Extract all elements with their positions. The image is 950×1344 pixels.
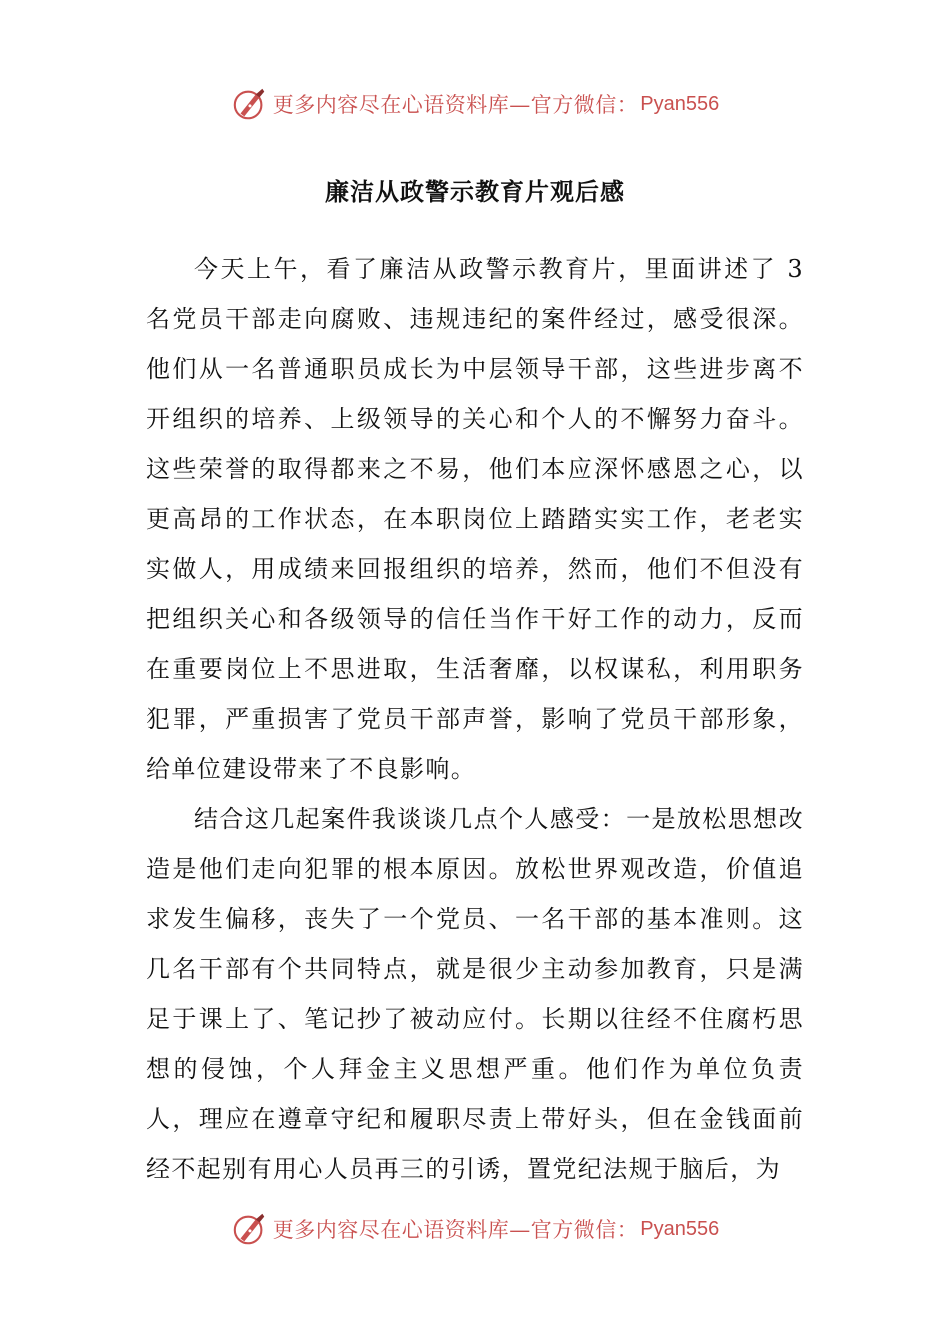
header-wechat-id: Pyan556 [640,92,720,115]
document-body [146,244,804,1194]
footer-banner [0,1207,950,1251]
paragraph-1: 今天上午，看了廉洁从政警示教育片，里面讲述了 3 名党员干部走向腐败、违规违纪的案件经过，感受很深。他们从一名普通职员成长为中层领导干部，这些进步离不开组织的培养、上级领导的关心和个人的不懈努力奋斗。这些荣誉的取得都来之不易，他们本应深怀感恩之心，以更高昂的工作状态，在本职岗位上踏踏实实工作，老老实实做人，用成绩来回报组织的培养，然而，他们不但没有把组织关心和各级领导的信任当作干好工作的动力，反而在重要岗位上不思进取，生活奢靡，以权谋私，利用职务犯罪，严重损害了党员干部声誉，影响了党员干部形象，给单位建设带来了不良影响。 [146,255,804,783]
footer-wechat-id: Pyan556 [640,1217,720,1240]
header-banner [0,82,950,126]
document-title: 廉洁从政警示教育片观后感 [325,177,625,206]
pen-nib-circle-icon [231,1210,269,1248]
footer-banner-text: 更多内容尽在心语资料库—官方微信： [272,1218,639,1242]
pen-nib-circle-icon [231,85,269,123]
header-banner-text: 更多内容尽在心语资料库—官方微信： [272,93,639,117]
paragraph-2: 结合这几起案件我谈谈几点个人感受：一是放松思想改造是他们走向犯罪的根本原因。放松世界观改造，价值追求发生偏移，丧失了一个党员、一名干部的基本准则。这几名干部有个共同特点，就是很少主动参加教育，只是满足于课上了、笔记抄了被动应付。长期以往经不住腐朽思想的侵蚀，个人拜金主义思想严重。他们作为单位负责人，理应在遵章守纪和履职尽责上带好头，但在金钱面前经不起别有用心人员再三的引诱，置党纪法规于脑后，为 [146,805,804,1183]
